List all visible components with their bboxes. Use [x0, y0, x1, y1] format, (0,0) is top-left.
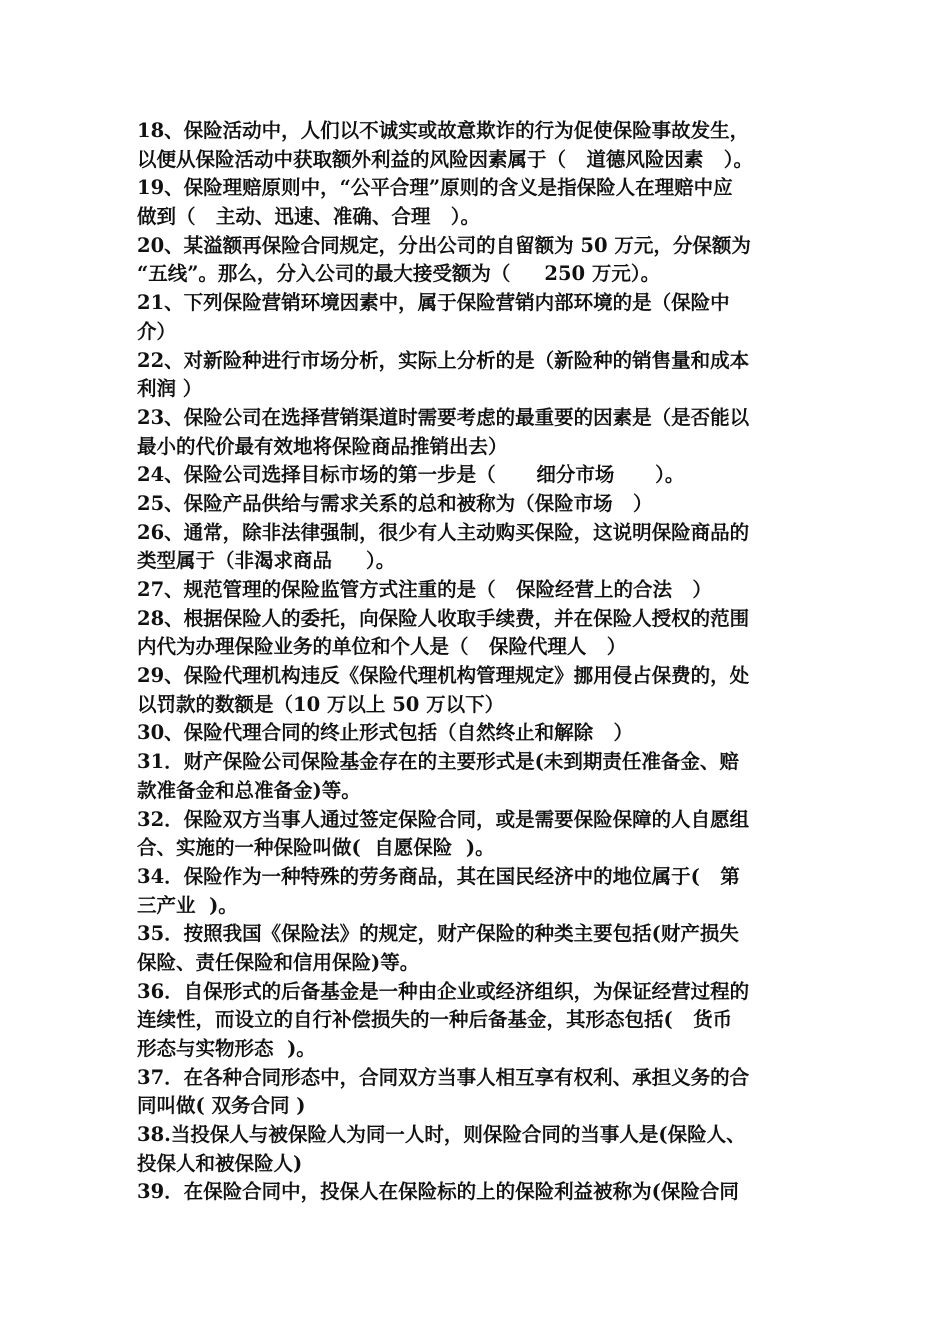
text-line: 投保人和被保险人) [137, 1151, 303, 1175]
text-line: 款准备金和总准备金)等。 [137, 778, 361, 802]
text-line: 21、下列保险营销环境因素中，属于保险营销内部环境的是（保险中 [137, 291, 730, 315]
text-line: 18、保险活动中，人们以不诚实或故意欺诈的行为促使保险事故发生， [137, 119, 750, 142]
text-line: 利润 ） [137, 377, 203, 401]
text-line: 26、通常，除非法律强制，很少有人主动购买保险，这说明保险商品的 [137, 520, 750, 544]
text-line: 24、保险公司选择目标市场的第一步是（ 细分市场 ）。 [137, 463, 685, 487]
text-line: 以便从保险活动中获取额外利益的风险因素属于（ 道德风险因素 ）。 [137, 147, 753, 171]
text-line: 34．保险作为一种特殊的劳务商品，其在国民经济中的地位属于( 第 [137, 864, 740, 888]
text-line: 23、保险公司在选择营销渠道时需要考虑的最重要的因素是（是否能以 [137, 405, 750, 429]
text-line: “五线”。那么，分入公司的最大接受额为（ 250 万元）。 [137, 262, 661, 286]
text-line: 31．财产保险公司保险基金存在的主要形式是(未到期责任准备金、赔 [137, 750, 739, 774]
text-line: 39．在保险合同中，投保人在保险标的上的保险利益被称为(保险合同 [137, 1180, 739, 1204]
text-line: 38.当投保人与被保险人为同一人时，则保险合同的当事人是(保险人、 [137, 1123, 746, 1147]
text-line: 内代为办理保险业务的单位和个人是（ 保险代理人 ） [137, 635, 627, 659]
text-line: 形态与实物形态 )。 [137, 1037, 316, 1060]
text-line: 37．在各种合同形态中，合同双方当事人相互享有权利、承担义务的合 [137, 1065, 750, 1089]
text-line: 三产业 )。 [137, 893, 238, 917]
text-line: 25、保险产品供给与需求关系的总和被称为（保险市场 ） [137, 491, 653, 515]
text-line: 做到（ 主动、迅速、准确、合理 ）。 [137, 205, 480, 229]
text-line: 20、某溢额再保险合同规定，分出公司的自留额为 50 万元，分保额为 [137, 233, 751, 257]
text-line: 19、保险理赔原则中，“公平合理”原则的含义是指保险人在理赔中应 [137, 176, 733, 200]
text-line: 类型属于（非渴求商品 ）。 [137, 549, 396, 573]
text-line: 合、实施的一种保险叫做( 自愿保险 )。 [137, 836, 495, 860]
document-body [137, 117, 837, 1207]
text-line: 36．自保形式的后备基金是一种由企业或经济组织，为保证经营过程的 [137, 979, 750, 1003]
text-line: 连续性，而设立的自行补偿损失的一种后备基金，其形态包括( 货币 [137, 1008, 733, 1032]
text-line: 22、对新险种进行市场分析，实际上分析的是（新险种的销售量和成本 [137, 348, 750, 372]
text-line: 最小的代价最有效地将保险商品推销出去） [137, 434, 508, 458]
text-line: 32．保险双方当事人通过签定保险合同，或是需要保险保障的人自愿组 [137, 807, 750, 831]
text-line: 30、保险代理合同的终止形式包括（自然终止和解除 ） [137, 721, 634, 745]
text-line: 29、保险代理机构违反《保险代理机构管理规定》挪用侵占保费的，处 [137, 664, 750, 688]
text-line: 35．按照我国《保险法》的规定，财产保险的种类主要包括(财产损失 [137, 922, 739, 946]
text-line: 27、规范管理的保险监管方式注重的是（ 保险经营上的合法 ） [137, 578, 712, 601]
text-line: 同叫做( 双务合同 ) [137, 1094, 306, 1118]
text-line: 介） [137, 319, 177, 343]
text-line: 以罚款的数额是（10 万以上 50 万以下） [137, 692, 505, 716]
text-line: 保险、责任保险和信用保险)等。 [137, 950, 420, 974]
text-line: 28、根据保险人的委托，向保险人收取手续费，并在保险人授权的范围 [137, 606, 750, 630]
